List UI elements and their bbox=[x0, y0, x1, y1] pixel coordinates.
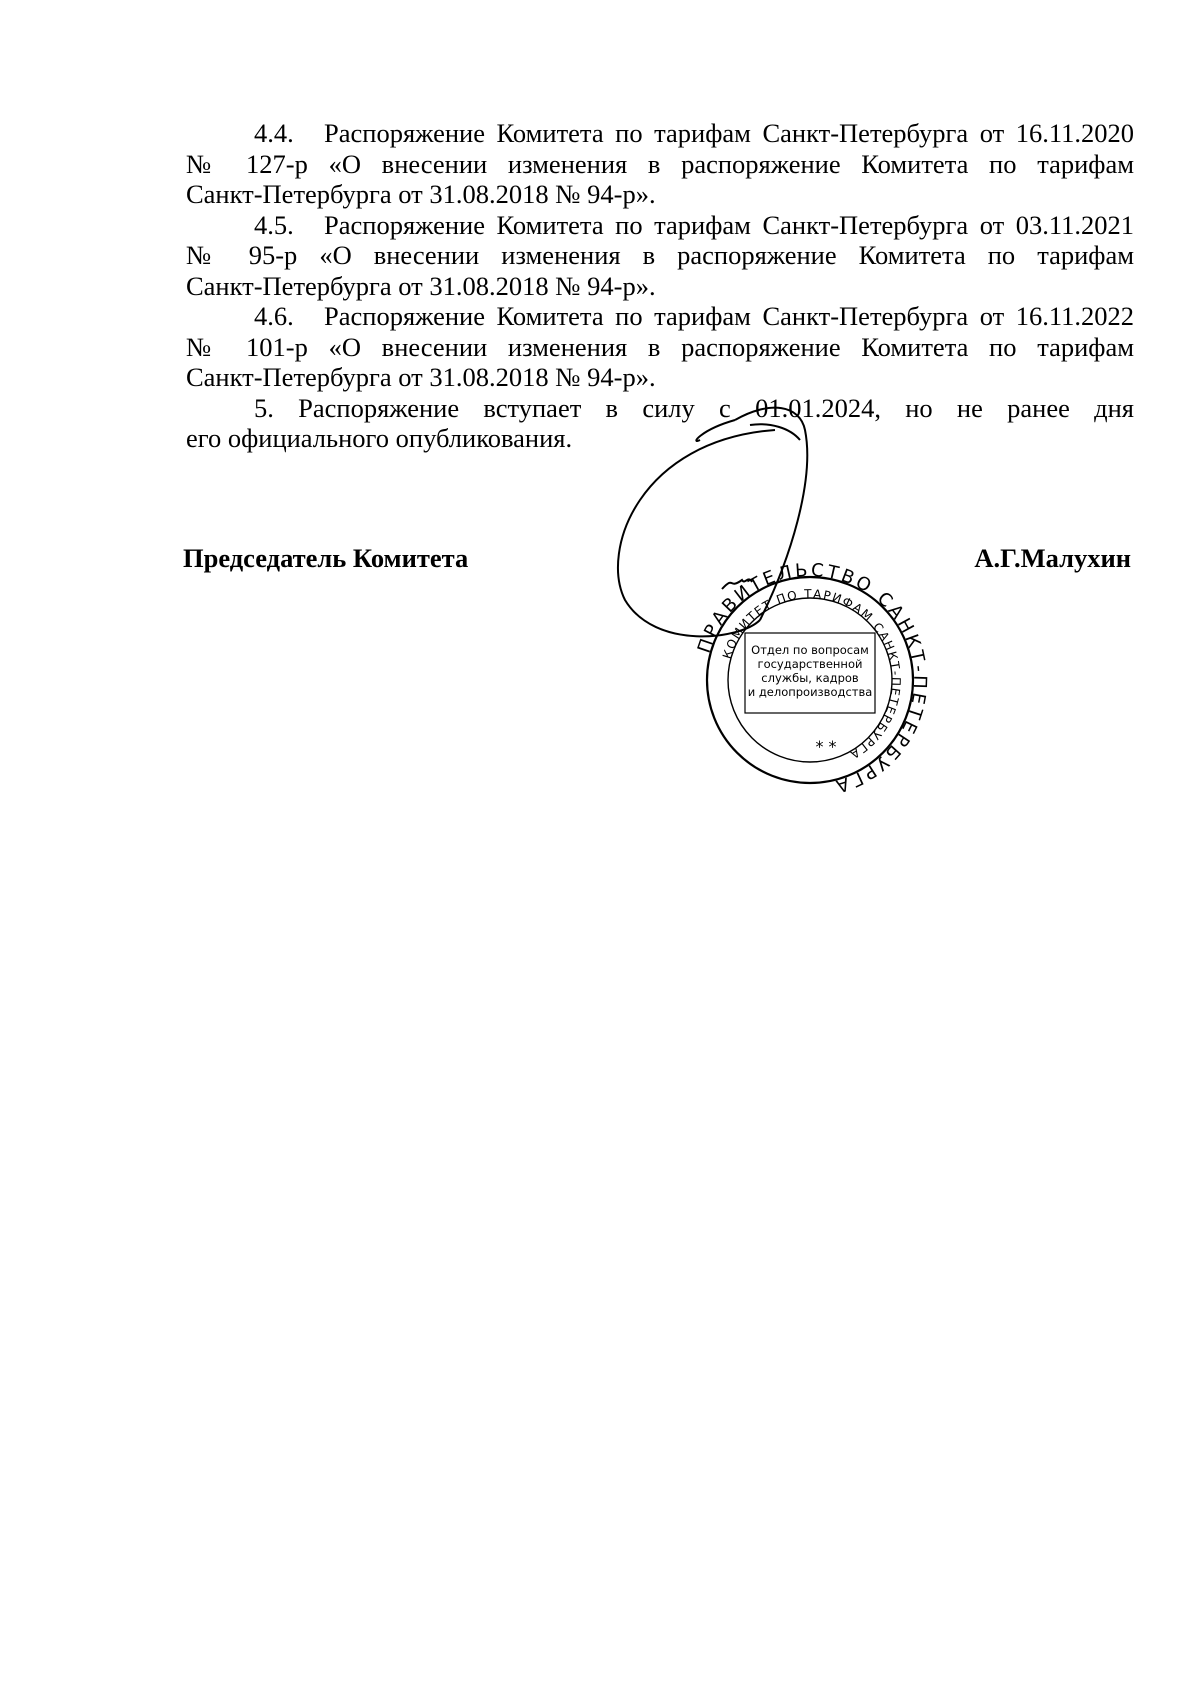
seal-outer-text: ПРАВИТЕЛЬСТВО САНКТ-ПЕТЕРБУРГА bbox=[693, 559, 931, 798]
list-item bbox=[186, 210, 1134, 302]
seal-stars: * * bbox=[815, 737, 837, 756]
list-item bbox=[186, 118, 1134, 210]
document-body bbox=[186, 118, 1134, 454]
item-first-line bbox=[186, 118, 1134, 149]
item-number: 4.4. bbox=[254, 118, 294, 148]
seal-inner-ring-text: КОМИТЕТ ПО ТАРИФАМ САНКТ-ПЕТЕРБУРГА bbox=[719, 586, 904, 763]
seal-center-line: государственной bbox=[757, 657, 863, 671]
item-text-line: № 95-р «О внесении изменения в распоряжение Комитета по тарифам bbox=[186, 240, 1134, 270]
item-text-line: № 101-р «О внесении изменения в распоряжение Комитета по тарифам bbox=[186, 331, 1134, 362]
item-text-line: Санкт-Петербурга от 31.08.2018 № 94-р». bbox=[186, 270, 656, 301]
item-text: Распоряжение Комитета по тарифам Санкт-Петербурга от 16.11.2020 bbox=[324, 118, 1134, 148]
item-text-line: Санкт-Петербурга от 31.08.2018 № 94-р». bbox=[186, 179, 656, 209]
signatory-name: А.Г.Малухин bbox=[974, 543, 1131, 573]
item-first-line bbox=[186, 301, 1134, 332]
item-first-line: 5. Распоряжение вступает в силу с 01.01.2024, но не ранее дня bbox=[254, 392, 1134, 423]
list-item bbox=[186, 301, 1134, 393]
item-text-line: № 127-р «О внесении изменения в распоряжение Комитета по тарифам bbox=[186, 148, 1134, 179]
list-item-effective-date bbox=[186, 393, 1134, 454]
item-number: 4.5. bbox=[254, 209, 294, 240]
item-number: 4.6. bbox=[254, 301, 294, 331]
item-text: Распоряжение Комитета по тарифам Санкт-Петербурга от 03.11.2021 bbox=[324, 209, 1134, 240]
seal-center-line: и делопроизводства bbox=[747, 685, 873, 699]
signatory-title: Председатель Комитета bbox=[183, 543, 469, 573]
item-text: Распоряжение Комитета по тарифам Санкт-Петербурга от 16.11.2022 bbox=[324, 301, 1134, 331]
svg-text:ПРАВИТЕЛЬСТВО САНКТ-ПЕТЕРБУРГА bbox=[694, 560, 930, 797]
item-text-line: Санкт-Петербурга от 31.08.2018 № 94-р». bbox=[186, 362, 656, 392]
seal-center-line: Отдел по вопросам bbox=[751, 643, 869, 657]
seal-center-line: службы, кадров bbox=[761, 671, 859, 685]
official-seal bbox=[694, 560, 930, 797]
svg-text:КОМИТЕТ ПО ТАРИФАМ САНКТ-ПЕТЕР bbox=[720, 587, 903, 762]
item-first-line bbox=[186, 210, 1134, 241]
item-text-line: его официального опубликования. bbox=[186, 423, 573, 453]
